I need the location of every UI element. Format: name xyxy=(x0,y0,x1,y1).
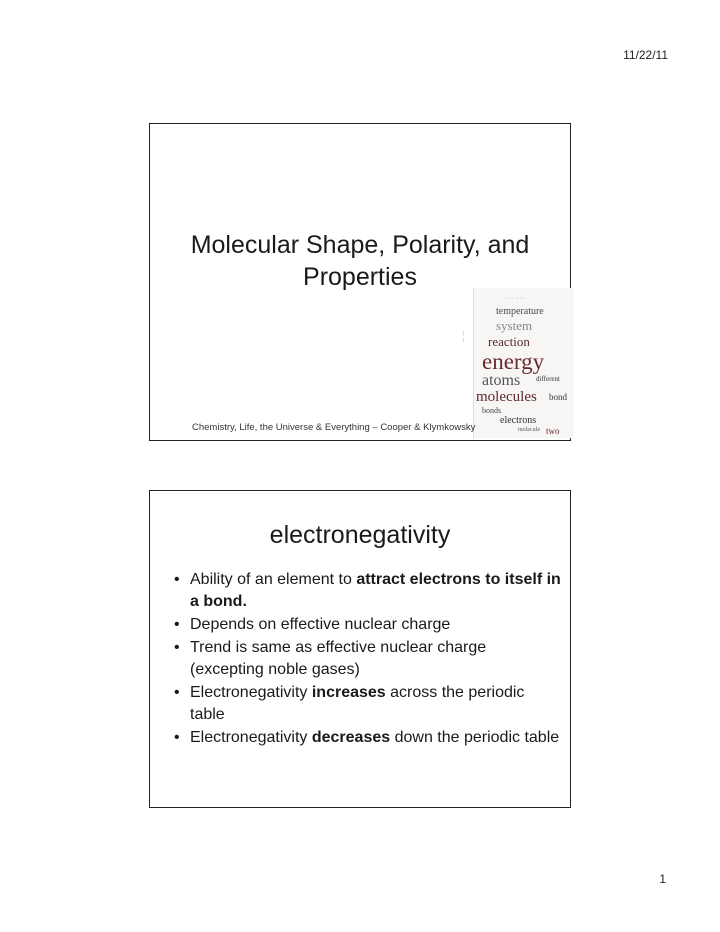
cloud-word-atoms: atoms xyxy=(482,372,521,389)
bullet-item-4 xyxy=(172,682,562,726)
cloud-word-bond: bond xyxy=(549,392,567,402)
cloud-word-bonds: bonds xyxy=(482,406,502,415)
bullet-4-text: Electronegativity xyxy=(190,684,312,701)
bullet-1-bold: attract electrons to itself in a bond. xyxy=(190,571,561,610)
cloud-filler-1: ·· ·· ·· ·· xyxy=(504,296,525,302)
cloud-word-different: different xyxy=(536,375,560,383)
cloud-word-temperature: temperature xyxy=(496,306,544,317)
title-line-1: Molecular Shape, Polarity, and xyxy=(190,231,530,259)
slide-credit: Chemistry, Life, the Universe & Everything – Cooper & Klymkowsky xyxy=(192,422,476,433)
bullet-list xyxy=(172,569,562,750)
slide-title xyxy=(149,123,571,441)
title-line-2: Properties xyxy=(303,263,417,291)
slide-title-text xyxy=(150,229,570,293)
word-cloud-image xyxy=(460,288,574,438)
bullet-5-tail: down the periodic table xyxy=(390,729,560,746)
slide-electronegativity xyxy=(149,490,571,808)
page-number: 1 xyxy=(659,872,666,886)
bullet-5-bold: decreases xyxy=(311,729,391,746)
bullet-item-2: • Depends on effective nuclear charge xyxy=(172,614,562,636)
bullet-item-1 xyxy=(172,569,562,613)
cloud-word-energy: energy xyxy=(482,349,545,374)
bullet-5-text: Electronegativity xyxy=(190,729,312,746)
cloud-word-electrons: electrons xyxy=(500,415,537,426)
cloud-word-molecules: molecules xyxy=(476,389,537,405)
slide-heading: electronegativity xyxy=(269,521,451,549)
cloud-word-two: two xyxy=(546,426,560,436)
bullet-item-5 xyxy=(172,727,562,749)
page-date: 11/22/11 xyxy=(623,48,668,62)
cloud-word-reaction: reaction xyxy=(488,334,530,349)
cloud-filler-2: ·· ·· xyxy=(460,330,468,342)
cloud-word-system: system xyxy=(496,318,533,333)
bullet-item-3: • Trend is same as effective nuclear charge (excepting noble gases) xyxy=(172,637,562,681)
word-cloud-graphic xyxy=(460,288,574,438)
bullet-4-tail: across the periodic table xyxy=(190,684,525,723)
bullet-4-bold: increases xyxy=(311,684,386,701)
bullet-1-text: Ability of an element to xyxy=(190,571,357,588)
cloud-word-molecule: molecule xyxy=(518,427,540,433)
